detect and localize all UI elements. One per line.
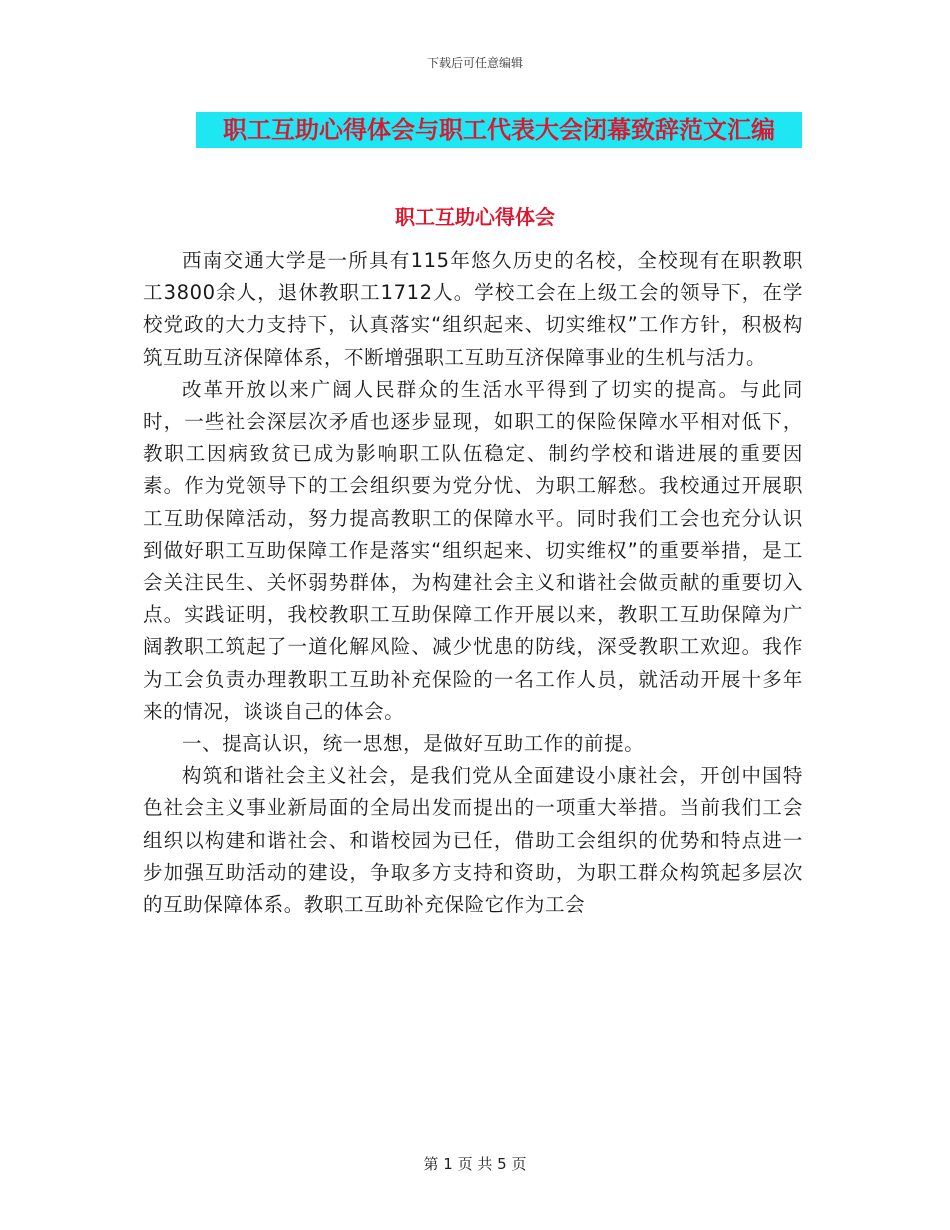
paragraph: 西南交通大学是一所具有115年悠久历史的名校，全校现有在职教职工3800余人，退休教职工1712人。学校工会在上级工会的领导下，在学校党政的大力支持下，认真落实“组织起来、切实维权”工作方针，积极构筑互助互济保障体系，不断增强职工互助互济保障事业的生机与活力。 xyxy=(143,249,803,369)
paragraph: 构筑和谐社会主义社会，是我们党从全面建设小康社会，开创中国特色社会主义事业新局面的全局出发而提出的一项重大举措。当前我们工会组织以构建和谐社会、和谐校园为已任，借助工会组织的优势和特点进一步加强互助活动的建设，争取多方支持和资助，为职工群众构筑起多层次的互助保障体系。教职工互助补充保险它作为工会 xyxy=(143,764,803,917)
paragraph: 改革开放以来广阔人民群众的生活水平得到了切实的提高。与此同时，一些社会深层次矛盾也逐步显现，如职工的保险保障水平相对低下，教职工因病致贫已成为影响职工队伍稳定、制约学校和谐进展的重要因素。作为党领导下的工会组织要为党分忧、为职工解愁。我校通过开展职工互助保障活动，努力提高教职工的保障水平。同时我们工会也充分认识到做好职工互助保障工作是落实“组织起来、切实维权”的重要举措，是工会关注民生、关怀弱势群体，为构建社会主义和谐社会做贡献的重要切入点。实践证明，我校教职工互助保障工作开展以来，教职工互助保障为广阔教职工筑起了一道化解风险、减少忧患的防线，深受教职工欢迎。我作为工会负责办理教职工互助补充保险的一名工作人员，就活动开展十多年来的情况，谈谈自己的体会。 xyxy=(143,377,803,723)
header-note: 下载后可任意编辑 xyxy=(426,56,523,70)
paragraph: 一、提高认识，统一思想，是做好互助工作的前提。 xyxy=(182,732,645,756)
document-title-block xyxy=(196,112,802,148)
document-body xyxy=(143,245,803,921)
page-number: 第 1 页 共 5 页 xyxy=(423,1155,527,1173)
document-title: 职工互助心得体会与职工代表大会闭幕致辞范文汇编 xyxy=(196,112,802,148)
section-title: 职工互助心得体会 xyxy=(395,205,555,229)
